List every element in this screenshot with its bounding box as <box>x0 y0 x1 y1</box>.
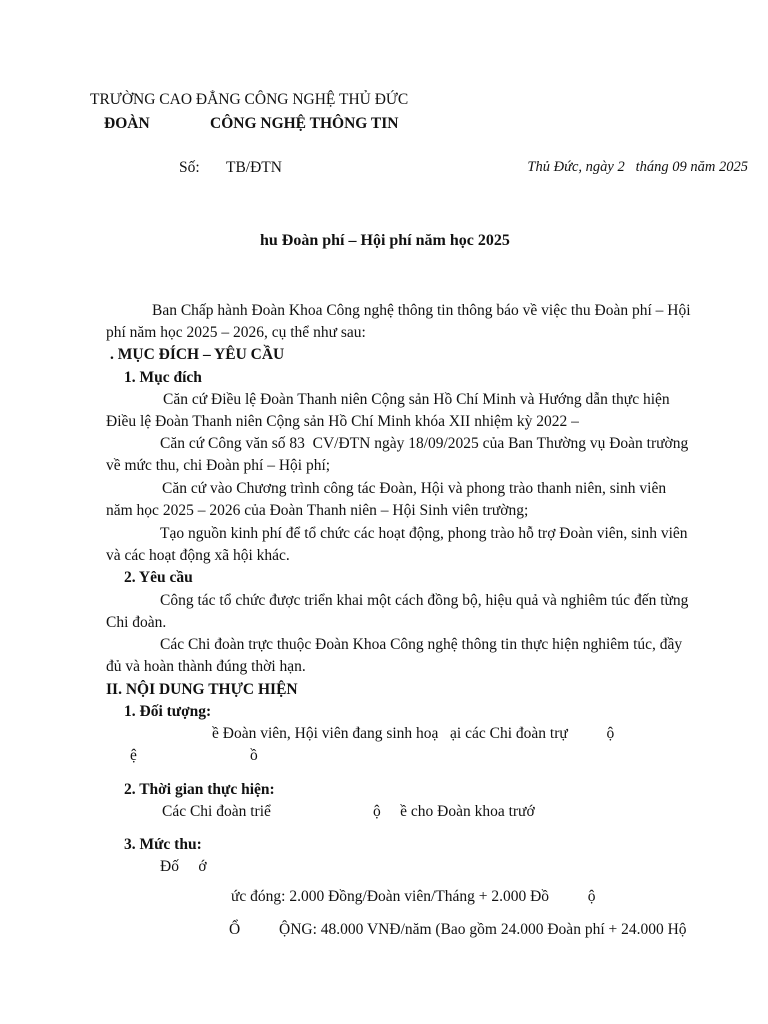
purpose-line: Căn cứ Điều lệ Đoàn Thanh niên Cộng sản Hồ Chí Minh và Hướng dẫn thực hiện <box>163 391 670 408</box>
purpose-line: Căn cứ vào Chương trình công tác Đoàn, Hội và phong trào thanh niên, sinh viên <box>162 480 667 497</box>
school-name: TRƯỜNG CAO ĐẲNG CÔNG NGHỆ THỦ ĐỨC <box>90 91 409 108</box>
purpose-line: Căn cứ Công văn số 83 CV/ĐTN ngày 18/09/2025 của Ban Thường vụ Đoàn trường <box>160 435 689 452</box>
fee-line-2: ức đóng: 2.000 Đồng/Đoàn viên/Tháng + 2.000 Đồ ộ <box>231 888 596 905</box>
subject-line-2b: ồ <box>250 747 258 764</box>
purpose-line: năm học 2025 – 2026 của Đoàn Thanh niên – Hội Sinh viên trường; <box>106 502 529 519</box>
requirement-line: Các Chi đoàn trực thuộc Đoàn Khoa Công nghệ thông tin thực hiện nghiêm túc, đầy <box>160 636 683 653</box>
purpose-line: và các hoạt động xã hội khác. <box>106 547 290 564</box>
time-line-a: Các Chi đoàn triể <box>162 803 271 820</box>
fee-line-3b: ỘNG: 48.000 VNĐ/năm (Bao gồm 24.000 Đoàn phí + 24.000 Hộ <box>279 921 687 938</box>
subject-heading: 1. Đối tượng: <box>124 703 212 720</box>
document-number-label: Số: <box>179 159 200 176</box>
intro-line-2: phí năm học 2025 – 2026, cụ thể như sau: <box>106 324 366 341</box>
org-left: ĐOÀN <box>104 115 150 132</box>
time-line-b: ộ ề cho Đoàn khoa trướ <box>373 803 535 820</box>
purpose-line: Tạo nguồn kinh phí để tổ chức các hoạt động, phong trào hỗ trợ Đoàn viên, sinh viên <box>160 525 688 542</box>
fee-line-1: Đố ớ <box>160 858 207 875</box>
purpose-line: Điều lệ Đoàn Thanh niên Cộng sản Hồ Chí Minh khóa XII nhiệm kỳ 2022 – <box>106 413 579 430</box>
time-heading: 2. Thời gian thực hiện: <box>124 781 275 798</box>
subject-line-1: ề Đoàn viên, Hội viên đang sinh hoạ ại các Chi đoàn trự ộ <box>212 725 615 742</box>
document-title: hu Đoàn phí – Hội phí năm học 2025 <box>260 232 510 249</box>
fee-line-3a: Ổ <box>229 921 241 938</box>
place-date: Thủ Đức, ngày 2 tháng 09 năm 2025 <box>527 159 748 175</box>
subject-line-2a: ệ <box>130 747 137 764</box>
purpose-heading: 1. Mục đích <box>124 369 202 386</box>
requirement-line: Công tác tổ chức được triển khai một cách đồng bộ, hiệu quả và nghiêm túc đến từng <box>160 592 689 609</box>
document-number-value: TB/ĐTN <box>226 159 282 176</box>
org-right: CÔNG NGHỆ THÔNG TIN <box>210 115 399 132</box>
purpose-line: về mức thu, chi Đoàn phí – Hội phí; <box>106 457 331 474</box>
requirement-line: đủ và hoàn thành đúng thời hạn. <box>106 658 306 675</box>
requirement-heading: 2. Yêu cầu <box>124 569 193 586</box>
intro-line-1: Ban Chấp hành Đoàn Khoa Công nghệ thông tin thông báo về việc thu Đoàn phí – Hội <box>152 302 691 319</box>
section-2-heading: II. NỘI DUNG THỰC HIỆN <box>106 681 298 698</box>
fee-heading: 3. Mức thu: <box>124 836 202 853</box>
requirement-line: Chi đoàn. <box>106 614 167 631</box>
section-1-heading: . MỤC ĐÍCH – YÊU CẦU <box>110 346 285 363</box>
